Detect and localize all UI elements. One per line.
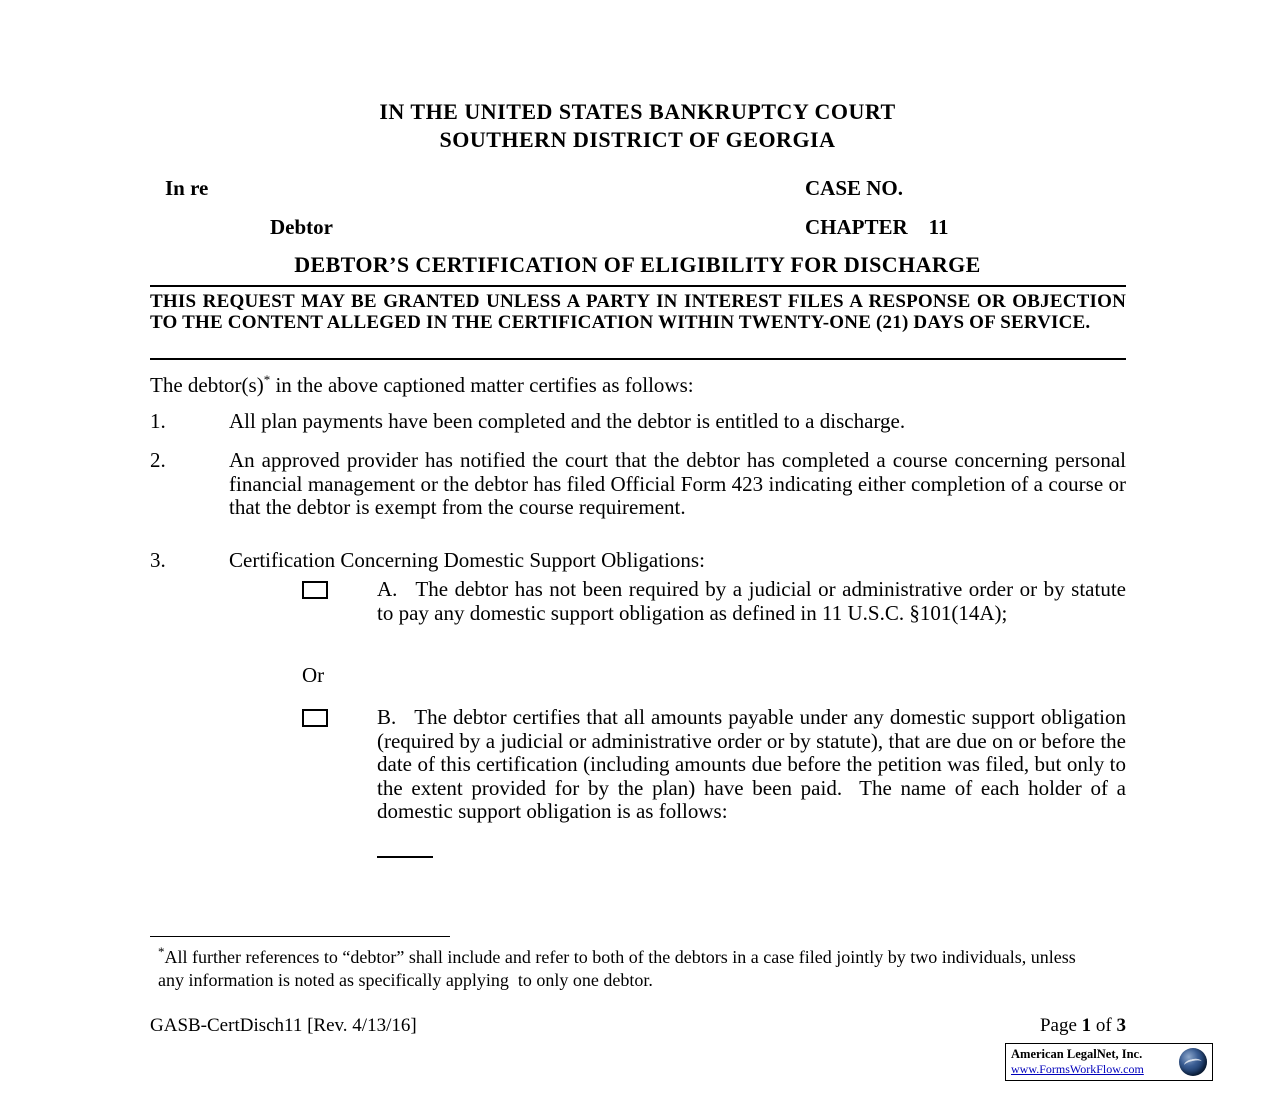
list-item-2 <box>150 449 1126 520</box>
checkbox-option-b[interactable] <box>302 709 328 727</box>
footnote-marker: * <box>158 944 165 959</box>
item-text: All plan payments have been completed and the debtor is entitled to a discharge. <box>229 409 906 433</box>
option-b-text <box>377 705 1132 824</box>
item-number: 1. <box>150 409 166 433</box>
debtor-label: Debtor <box>270 215 333 239</box>
intro-line <box>150 374 1126 398</box>
vendor-text <box>1011 1047 1171 1078</box>
court-district: SOUTHERN DISTRICT OF GEORGIA <box>439 127 836 153</box>
page-total: 3 <box>1116 1015 1126 1036</box>
item-number: 3. <box>150 548 166 572</box>
court-header <box>0 98 1275 154</box>
option-b-label: B. <box>377 705 397 729</box>
list-item-1 <box>150 410 1126 434</box>
case-no-label: CASE NO. <box>805 176 904 200</box>
footnote-body: All further references to “debtor” shall include and refer to both of the debtors in a case filed jointly by two individuals, unless any information is noted as specifically applying to only one debtor. <box>158 947 1081 991</box>
form-id: GASB-CertDisch11 [Rev. 4/13/16] <box>150 1015 417 1036</box>
page-indicator <box>1040 1015 1126 1037</box>
item-number: 2. <box>150 448 166 472</box>
option-a-body: The debtor has not been required by a judicial or administrative order or by statute to pay any domestic support obligation as defined in 11 U.S.C. §101(14A); <box>377 577 1132 625</box>
page-number: 1 <box>1081 1015 1092 1036</box>
footnote-text <box>158 946 1093 993</box>
option-a-row <box>302 577 1132 625</box>
court-name: IN THE UNITED STATES BANKRUPTCY COURT <box>379 99 896 124</box>
document-title: DEBTOR’S CERTIFICATION OF ELIGIBILITY FOR DISCHARGE <box>294 252 981 277</box>
in-re-label: In re <box>165 176 209 200</box>
page-word: Page <box>1039 1015 1082 1036</box>
or-separator: Or <box>302 663 325 687</box>
chapter-label: CHAPTER 11 <box>805 215 949 239</box>
vendor-badge <box>1005 1043 1213 1081</box>
vendor-name: American LegalNet, Inc. <box>1011 1046 1143 1061</box>
option-b-body: The debtor certifies that all amounts payable under any domestic support obligation (required by a judicial or administrative order or by statute), that are due on or before the date of this certification (including amounts due before the petition was filed, but only to the extent provided for by the plan) have been paid. The name of each holder of a domestic support obligation is as follows: <box>377 705 1132 824</box>
divider-notice <box>150 358 1126 360</box>
option-a-label: A. <box>377 577 398 601</box>
divider-title <box>150 285 1126 287</box>
notice-text: THIS REQUEST MAY BE GRANTED UNLESS A PARTY IN INTEREST FILES A RESPONSE OR OBJECTION TO THE CONTENT ALLEGED IN THE CERTIFICATION WITHIN TWENTY-ONE (21) DAYS OF SERVICE. <box>150 291 1126 333</box>
item-text: An approved provider has notified the court that the debtor has completed a course concerning personal financial management or the debtor has filed Official Form 423 indicating either completion of a course or that the debtor is exempt from the course requirement. <box>229 448 1126 520</box>
globe-logo-icon <box>1179 1048 1207 1076</box>
intro-text-cont: in the above captioned matter certifies as follows: <box>270 373 694 397</box>
option-a-text <box>377 577 1132 625</box>
checkbox-option-a[interactable] <box>302 581 328 599</box>
dso-holder-blank-line[interactable] <box>377 856 433 858</box>
list-item-3 <box>150 549 1126 573</box>
item-text: Certification Concerning Domestic Support Obligations: <box>229 548 705 572</box>
option-b-row <box>302 705 1132 824</box>
page-of-word: of <box>1091 1015 1117 1036</box>
footnote-ref-mark: * <box>263 372 271 387</box>
vendor-link[interactable]: www.FormsWorkFlow.com <box>1011 1062 1144 1077</box>
intro-text: The debtor(s) <box>150 373 264 397</box>
footnote-divider <box>150 936 450 937</box>
page-footer <box>150 1015 1126 1037</box>
